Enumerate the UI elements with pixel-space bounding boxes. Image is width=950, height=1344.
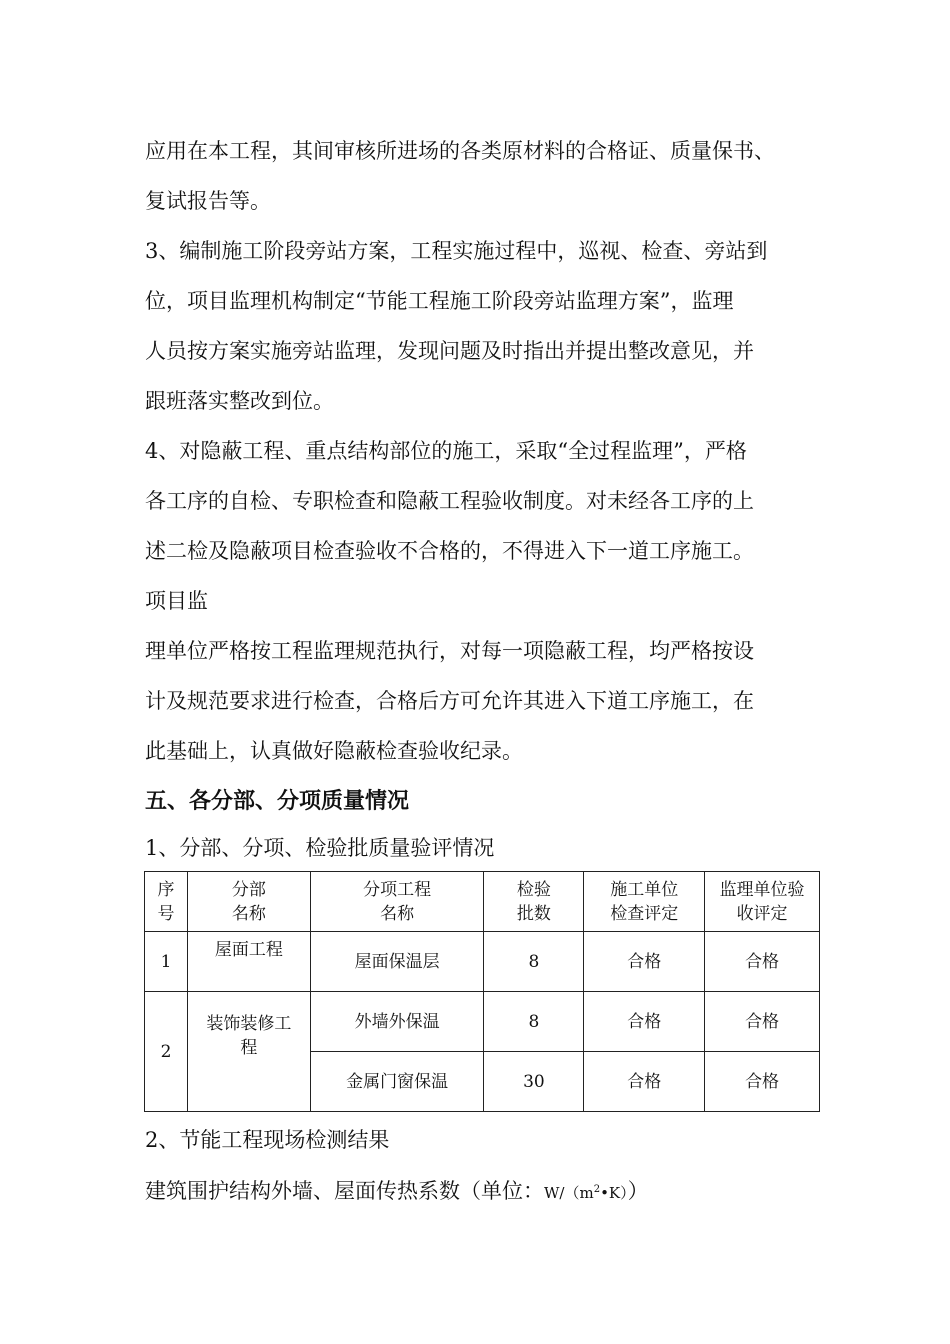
paragraph-line: 应用在本工程，其间审核所进场的各类原材料的合格证、质量保书、 <box>145 139 775 163</box>
closing-text: 建筑围护结构外墙、屋面传热系数（单位： <box>145 1179 544 1203</box>
unit-text: $W/(m^2•K)$ <box>544 1184 628 1202</box>
header-supervisor: 监理单位验 收评定 <box>705 872 820 932</box>
paragraph-line: 计及规范要求进行检查，合格后方可允许其进入下道工序施工，在 <box>145 689 754 713</box>
header-division: 分部 名称 <box>187 872 310 932</box>
paragraph-line: 复试报告等。 <box>145 189 271 213</box>
cell-division: 装饰装修工 程 <box>187 992 310 1112</box>
closing-suffix: ） <box>627 1179 649 1203</box>
closing-line <box>145 1175 649 1208</box>
paragraph-line: 位，项目监理机构制定“节能工程施工阶段旁站监理方案”，监理 <box>145 289 734 313</box>
cell-contractor: 合格 <box>584 992 705 1052</box>
cell-contractor: 合格 <box>584 1052 705 1112</box>
paragraph-line: 各工序的自检、专职检查和隐蔽工程验收制度。对未经各工序的上 <box>145 489 754 513</box>
cell-batches: 30 <box>484 1052 584 1112</box>
cell-batches: 8 <box>484 992 584 1052</box>
section-heading: 五、各分部、分项质量情况 <box>145 788 410 814</box>
cell-batches: 8 <box>484 932 584 992</box>
paragraph-line: 此基础上，认真做好隐蔽检查验收纪录。 <box>145 739 523 763</box>
cell-contractor: 合格 <box>584 932 705 992</box>
cell-item: 金属门窗保温 <box>310 1052 484 1112</box>
header-item: 分项工程 名称 <box>310 872 484 932</box>
paragraph-line: 跟班落实整改到位。 <box>145 389 334 413</box>
cell-division: 屋面工程 <box>187 932 310 992</box>
cell-supervisor: 合格 <box>705 932 820 992</box>
cell-item: 屋面保温层 <box>310 932 484 992</box>
subheading: 1、分部、分项、检验批质量验评情况 <box>145 836 495 860</box>
paragraph-line: 理单位严格按工程监理规范执行，对每一项隐蔽工程，均严格按设 <box>145 639 754 663</box>
cell-item: 外墙外保温 <box>310 992 484 1052</box>
header-batches: 检验 批数 <box>484 872 584 932</box>
cell-supervisor: 合格 <box>705 1052 820 1112</box>
subheading: 2、节能工程现场检测结果 <box>145 1128 390 1152</box>
cell-supervisor: 合格 <box>705 992 820 1052</box>
table-header-row <box>145 872 820 932</box>
paragraph-line: 4、对隐蔽工程、重点结构部位的施工，采取“全过程监理”，严格 <box>145 439 747 463</box>
table-row <box>145 932 820 992</box>
header-seq: 序 号 <box>145 872 188 932</box>
paragraph-line: 人员按方案实施旁站监理，发现问题及时指出并提出整改意见，并 <box>145 339 754 363</box>
quality-table <box>144 871 820 1112</box>
paragraph-line: 3、编制施工阶段旁站方案，工程实施过程中，巡视、检查、旁站到 <box>145 239 768 263</box>
cell-seq: 2 <box>145 992 188 1112</box>
table-row <box>145 992 820 1052</box>
header-contractor: 施工单位 检查评定 <box>584 872 705 932</box>
paragraph-line: 述二检及隐蔽项目检查验收不合格的，不得进入下一道工序施工。 <box>145 539 754 563</box>
cell-seq: 1 <box>145 932 188 992</box>
paragraph-line: 项目监 <box>145 589 208 613</box>
